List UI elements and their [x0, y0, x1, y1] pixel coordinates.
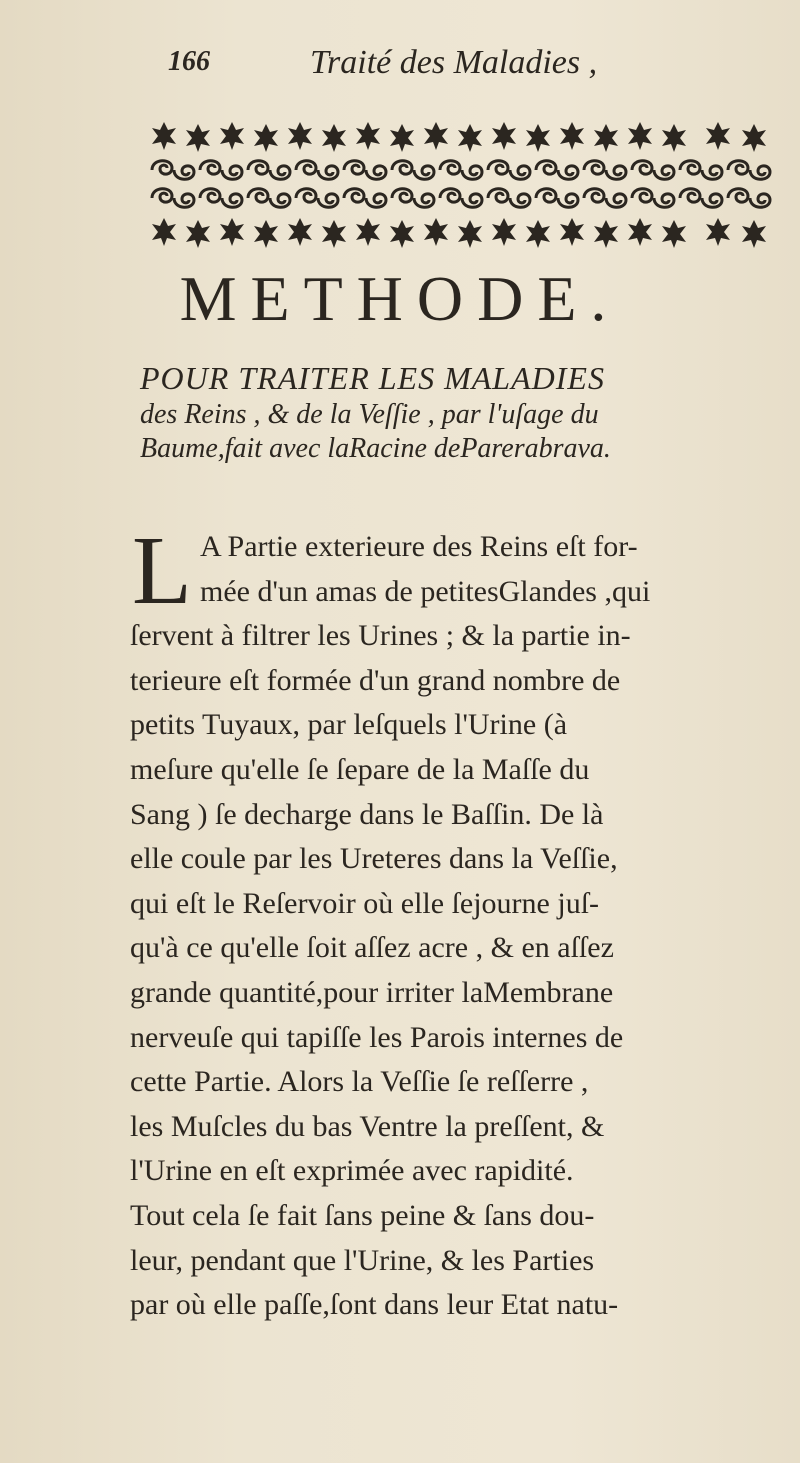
- page-header: [0, 40, 800, 90]
- text-line: A Partie exterieure des Reins eſt for-: [200, 530, 638, 563]
- chapter-subtitle: [140, 360, 780, 465]
- text-line: terieure eſt formée d'un grand nombre de: [130, 663, 621, 697]
- subtitle-line: des Reins , & de la Veſſie , par l'uſage du: [140, 399, 599, 430]
- text-line: petits Tuyaux, par leſquels l'Urine (à: [130, 708, 568, 742]
- text-line: ſervent à filtrer les Urines ; & la partie in-: [130, 619, 631, 653]
- text-line: qui eſt le Reſervoir où elle ſejourne juſ-: [130, 886, 600, 920]
- text-line: l'Urine en eſt exprimée avec rapidité.: [130, 1154, 574, 1188]
- text-line: leur, pendant que l'Urine, & les Parties: [130, 1243, 595, 1277]
- text-line: meſure qu'elle ſe ſepare de la Maſſe du: [130, 752, 590, 786]
- text-line: qu'à ce qu'elle ſoit aſſez acre , & en aſſez: [130, 931, 614, 965]
- text-line: nerveuſe qui tapiſſe les Parois internes de: [130, 1020, 624, 1054]
- text-line: Tout cela ſe fait ſans peine & ſans dou-: [130, 1198, 595, 1232]
- subtitle-line: Baume,fait avec laRacine deParerabrava.: [140, 433, 611, 464]
- page-number: 166: [168, 46, 210, 77]
- text-line: mée d'un amas de petitesGlandes ,qui: [200, 574, 651, 608]
- body-paragraph: [130, 525, 770, 1328]
- subtitle-line: POUR TRAITER LES MALADIES: [140, 360, 605, 396]
- text-line: grande quantité,pour irriter laMembrane: [130, 975, 614, 1009]
- text-line: les Muſcles du bas Ventre la preſſent, &: [130, 1109, 605, 1143]
- text-line: elle coule par les Ureteres dans la Veſſie,: [130, 842, 618, 876]
- chapter-title: METHODE.: [179, 263, 621, 334]
- running-head: Traité des Maladies ,: [310, 44, 598, 81]
- text-line: Sang ) ſe decharge dans le Baſſin. De là: [130, 797, 604, 831]
- text-line: par où elle paſſe,ſont dans leur Etat natu-: [130, 1288, 619, 1322]
- drop-cap: L: [132, 517, 192, 625]
- text-line: cette Partie. Alors la Veſſie ſe reſſerre ,: [130, 1065, 589, 1099]
- fleuron-band-ornament: [150, 120, 776, 250]
